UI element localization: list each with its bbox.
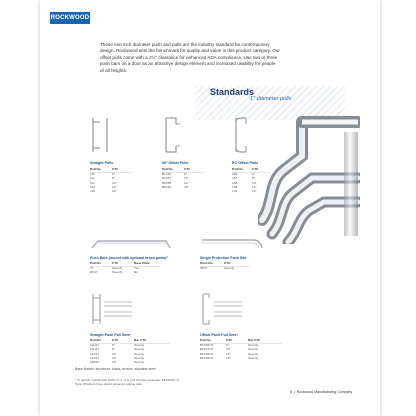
section-title: Standards [210, 87, 255, 97]
table-row: BF156 8" [162, 172, 187, 177]
straight-pull-set-title: Straight Push Pull Sets* [90, 333, 131, 337]
table-row: 47 Specify Yes [90, 266, 140, 271]
phantom-note: Note: Phantom lines depict optional multiple rails. [75, 382, 143, 386]
straight-pull-drawing [90, 116, 110, 154]
table-row: 170 18" [232, 189, 257, 194]
table-row: BF156/47 8" Specify [200, 343, 259, 348]
table-row: BF157/47 10" Specify [200, 347, 259, 352]
offset-90-table: Pull No. CTC BF156 8" BF157 10" BF158 12" BF159 18" [162, 167, 204, 189]
single-push-bar-drawing [200, 236, 264, 250]
offset-pull-set-table: Pull No. CTC Bar CTC BF156/47 8" Specify BF157/47 10" Specify BF158/47 12" Specify BF159/47 18" Specify [200, 338, 282, 360]
table-row: BF159 18" [162, 185, 189, 190]
size-note: * To specify overall size suffix -2 or -3 to pull number (example: BF156/47-3). [75, 378, 180, 382]
rockwood-logo: ROCKWOOD [50, 12, 90, 24]
table-row: BF158/47 12" Specify [200, 351, 259, 356]
intro-paragraph: These one inch diameter push and pulls are the industry standard for contemporary design. Rockwood sets the benchmark for quality and value in this product category. Our offset pulls come with a 2½" clearance for enhanced ADA compliance. Use two or three push bars on a door as an attractive design element and increased usability for people of all heights. [100, 42, 280, 73]
offset-pulls-photo [258, 112, 360, 244]
straight-pulls-title: Straight Pulls [90, 161, 114, 165]
table-row: 168 10" [232, 180, 257, 185]
push-bar-drawing [90, 238, 172, 250]
page-footer: 3 | Rockwood Manufacturing Company [290, 390, 353, 394]
table-row: 118/47 18" Specify [90, 360, 145, 365]
offset-pull-set-drawing [200, 292, 244, 326]
table-row: 112/47 12" Specify [90, 356, 145, 361]
table-row: BF159/47 18" Specify [200, 356, 259, 361]
offset-pull-set-title: Offset Push Pull Sets* [200, 333, 238, 337]
specification-notes [75, 378, 335, 386]
single-push-bar-table: Push No. CTC SP47 Specify [200, 261, 250, 270]
rc-offset-table: Pull No. CTC 166 6" 167 8" 168 10" 169 12" 170 18" [232, 167, 270, 194]
straight-pull-set-drawing [90, 292, 134, 326]
push-bars-title: Push Bars (mount with optional brass posts)* [90, 256, 168, 260]
table-row: 111/47 10" Specify [90, 351, 145, 356]
rc-offset-pull-drawing [232, 116, 254, 154]
single-push-bar-title: Single Projection Push Bar [200, 256, 247, 260]
offset-90-title: 90° Offset Pulls [162, 161, 189, 165]
table-row: 111/47 8" Specify [90, 347, 145, 352]
table-row: 169 12" [232, 185, 257, 190]
table-row: 111 8" [90, 176, 115, 181]
straight-pulls-table: Pull No. CTC 111 6" 111 8" 111 10" 112 12" 118 18" [90, 167, 132, 194]
page-number: 3 [290, 390, 292, 394]
table-row: 118 18" [90, 189, 117, 194]
table-row: SP47 Specify [200, 266, 235, 271]
table-row: 167 8" [232, 176, 255, 181]
section-subtitle: 1" diameter pulls [250, 96, 292, 102]
company-name: Rockwood Manufacturing Company [296, 390, 353, 394]
base-metals-note: Base Metals: aluminum, brass, bronze, stainless steel [75, 367, 156, 371]
table-row: 111 6" [90, 172, 115, 177]
table-row: 111/47 6" Specify [90, 343, 145, 348]
straight-pull-set-table: Pull No. CTC Bar CTC 111/47 6" Specify 111/47 8" Specify 111/47 10" Specify 112/47 12" Specify 118/47 18" Specify [90, 338, 170, 365]
table-row: BF47 Specify No [90, 270, 138, 275]
push-bars-table: Pull No. CTC Base Plate 47 Specify Yes BF47 Specify No [90, 261, 160, 275]
table-row: 166 6" [232, 172, 255, 177]
rc-offset-title: RC Offset Pulls [232, 161, 259, 165]
table-row: BF157 10" [162, 176, 189, 181]
offset-90-pull-drawing [162, 116, 184, 154]
table-row: BF158 12" [162, 180, 189, 185]
table-row: 111 10" [90, 180, 117, 185]
table-row: 112 12" [90, 185, 117, 190]
